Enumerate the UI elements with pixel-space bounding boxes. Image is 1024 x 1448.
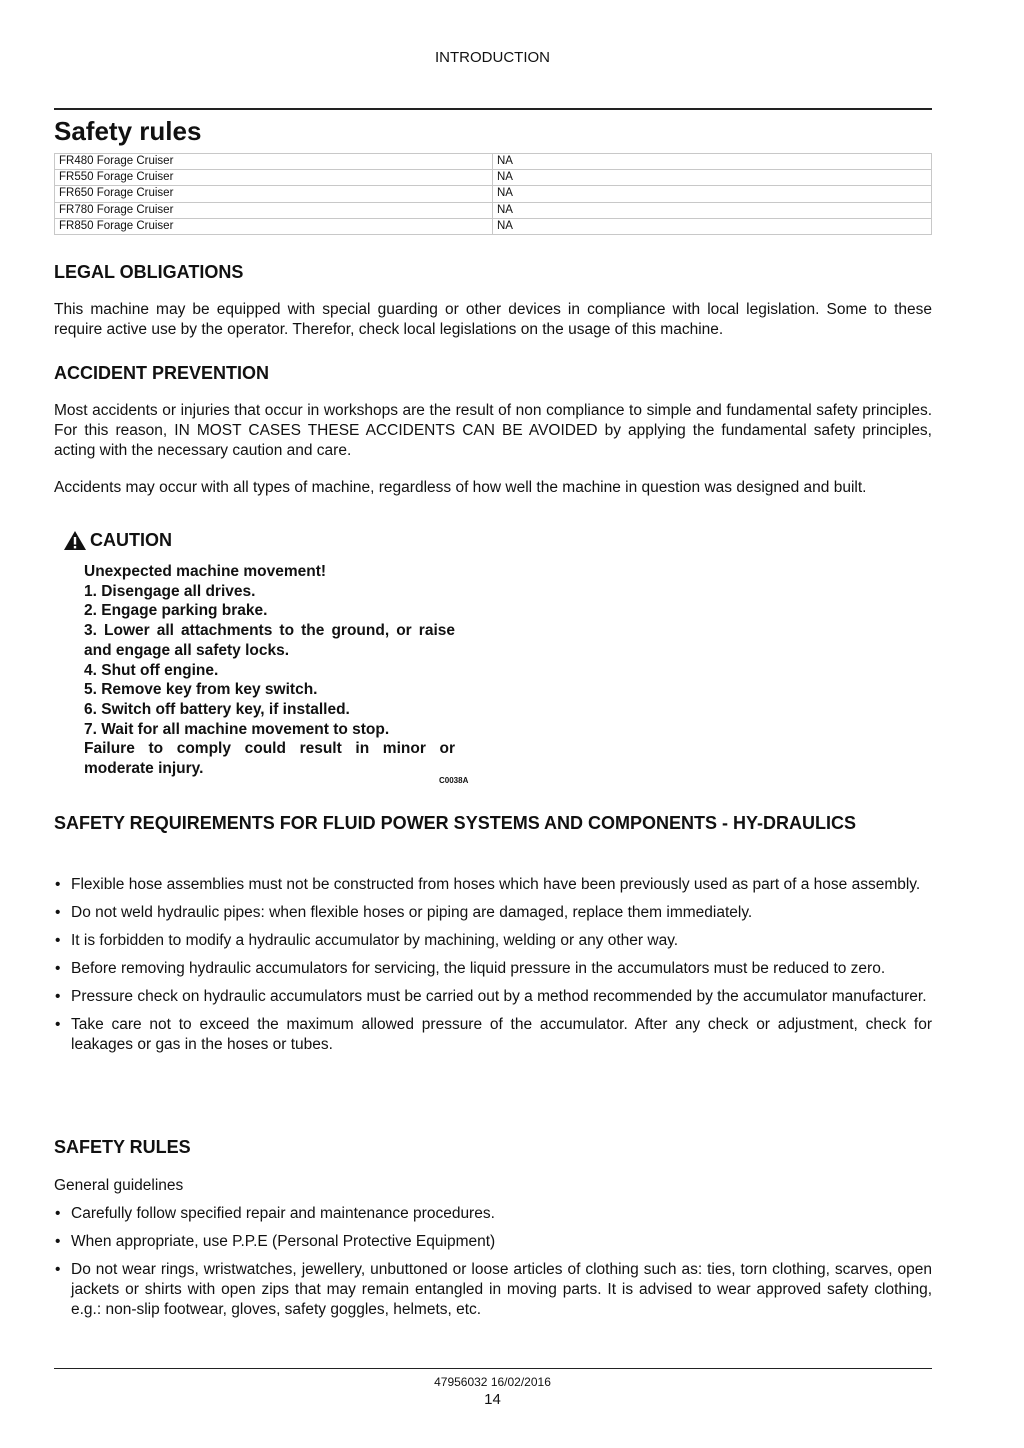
hydraulics-list-block xyxy=(54,875,932,1063)
caution-line: 7. Wait for all machine movement to stop. xyxy=(84,720,390,738)
list-item-text: Before removing hydraulic accumulators for servicing, the liquid pressure in the accumulators must be reduced to zero. xyxy=(71,960,886,977)
list-item xyxy=(54,931,932,951)
safety-rules-intro: General guidelines xyxy=(54,1177,184,1194)
value-cell: NA xyxy=(493,202,932,218)
model-applicability-table xyxy=(54,153,932,235)
safety-rules-section xyxy=(54,1135,932,1159)
caution-code: C0038A xyxy=(439,776,469,785)
page-title: Safety rules xyxy=(54,116,202,146)
caution-line: Unexpected machine movement! xyxy=(84,563,327,580)
warning-triangle-icon xyxy=(63,530,87,551)
caution-line: 6. Switch off battery key, if installed. xyxy=(84,700,350,718)
table-row xyxy=(55,218,932,234)
bullet-icon: • xyxy=(55,1261,61,1278)
table-row xyxy=(55,154,932,170)
hydraulics-section xyxy=(54,811,932,835)
caution-line: 1. Disengage all drives. xyxy=(84,582,256,600)
legal-text-block xyxy=(54,300,932,340)
list-item-text: Do not weld hydraulic pipes: when flexible hoses or piping are damaged, replace them immediately. xyxy=(71,904,753,921)
bullet-icon: • xyxy=(55,988,61,1005)
model-cell: FR480 Forage Cruiser xyxy=(55,154,493,170)
table-row xyxy=(55,170,932,186)
caution-message xyxy=(84,562,455,779)
section-header: INTRODUCTION xyxy=(435,49,550,66)
caution-line: 3. Lower all attachments to the ground, or raise and engage all safety locks. xyxy=(84,622,455,659)
list-item-text: Take care not to exceed the maximum allowed pressure of the accumulator. After any check or adjustment, check for leakages or gas in the hoses or tubes. xyxy=(71,1016,932,1053)
caution-line: Failure to comply could result in minor or moderate injury. xyxy=(84,740,455,778)
accident-prevention-section xyxy=(54,361,932,385)
accident-text-block-2 xyxy=(54,478,932,498)
list-item xyxy=(54,1232,932,1252)
bullet-icon: • xyxy=(55,932,61,949)
list-item xyxy=(54,1204,932,1224)
list-item xyxy=(54,875,932,895)
caution-label: CAUTION xyxy=(90,530,172,550)
safety-rules-list-block xyxy=(54,1204,932,1328)
model-cell: FR550 Forage Cruiser xyxy=(55,170,493,186)
legal-paragraph: This machine may be equipped with special guarding or other devices in compliance with local legislation. Some to these require active use by the operator. Therefor, check local legislations on the usage of this machine. xyxy=(54,301,932,338)
bullet-icon: • xyxy=(55,1205,61,1222)
list-item-text: When appropriate, use P.P.E (Personal Protective Equipment) xyxy=(71,1233,496,1250)
value-cell: NA xyxy=(493,186,932,202)
bullet-icon: • xyxy=(55,960,61,977)
footer-document-id: 47956032 16/02/2016 xyxy=(434,1375,551,1389)
accident-text-block xyxy=(54,401,932,461)
list-item xyxy=(54,1260,932,1320)
caution-line: 4. Shut off engine. xyxy=(84,661,219,679)
table-row xyxy=(55,202,932,218)
value-cell: NA xyxy=(493,218,932,234)
bullet-icon: • xyxy=(55,1016,61,1033)
bullet-icon: • xyxy=(55,904,61,921)
footer-rule xyxy=(54,1368,932,1369)
list-item-text: Do not wear rings, wristwatches, jewellery, unbuttoned or loose articles of clothing such as: ties, torn clothing, scarves, open jackets or shirts with open zips that may remain entangled in moving parts. It is advised to wear approved safety clothing, e.g.: non-slip footwear, gloves, safety goggles, helmets, etc. xyxy=(71,1261,932,1318)
safety-rules-list xyxy=(54,1204,932,1320)
model-cell: FR780 Forage Cruiser xyxy=(55,202,493,218)
model-cell: FR850 Forage Cruiser xyxy=(55,218,493,234)
safety-rules-intro-block xyxy=(54,1176,932,1196)
caution-header xyxy=(63,530,172,551)
list-item xyxy=(54,903,932,923)
list-item xyxy=(54,987,932,1007)
list-item-text: Pressure check on hydraulic accumulators must be carried out by a method recommended by the accumulator manufacturer. xyxy=(71,988,927,1005)
safety-rules-heading: SAFETY RULES xyxy=(54,1137,191,1157)
bullet-icon: • xyxy=(55,876,61,893)
list-item-text: Carefully follow specified repair and maintenance procedures. xyxy=(71,1205,495,1222)
list-item xyxy=(54,1015,932,1055)
legal-heading: LEGAL OBLIGATIONS xyxy=(54,262,244,282)
legal-obligations-section xyxy=(54,260,932,284)
list-item-text: It is forbidden to modify a hydraulic accumulator by machining, welding or any other way. xyxy=(71,932,679,949)
hydraulics-heading: SAFETY REQUIREMENTS FOR FLUID POWER SYSTEMS AND COMPONENTS - HY-DRAULICS xyxy=(54,813,857,833)
value-cell: NA xyxy=(493,154,932,170)
value-cell: NA xyxy=(493,170,932,186)
model-cell: FR650 Forage Cruiser xyxy=(55,186,493,202)
list-item-text: Flexible hose assemblies must not be constructed from hoses which have been previously used as part of a hose assembly. xyxy=(71,876,921,893)
list-item xyxy=(54,959,932,979)
table-row xyxy=(55,186,932,202)
caution-line: 5. Remove key from key switch. xyxy=(84,681,318,699)
header-rule xyxy=(54,108,932,110)
caution-line: 2. Engage parking brake. xyxy=(84,602,268,620)
bullet-icon: • xyxy=(55,1233,61,1250)
hydraulics-list xyxy=(54,875,932,1055)
page-number: 14 xyxy=(484,1391,501,1408)
accident-heading: ACCIDENT PREVENTION xyxy=(54,363,270,383)
accident-paragraph-1: Most accidents or injuries that occur in workshops are the result of non compliance to simple and fundamental safety principles. For this reason, IN MOST CASES THESE ACCIDENTS CAN BE AVOIDED by applying the fundamental safety principles, acting with the necessary caution and care. xyxy=(54,402,932,459)
accident-paragraph-2: Accidents may occur with all types of machine, regardless of how well the machine in question was designed and built. xyxy=(54,479,867,496)
